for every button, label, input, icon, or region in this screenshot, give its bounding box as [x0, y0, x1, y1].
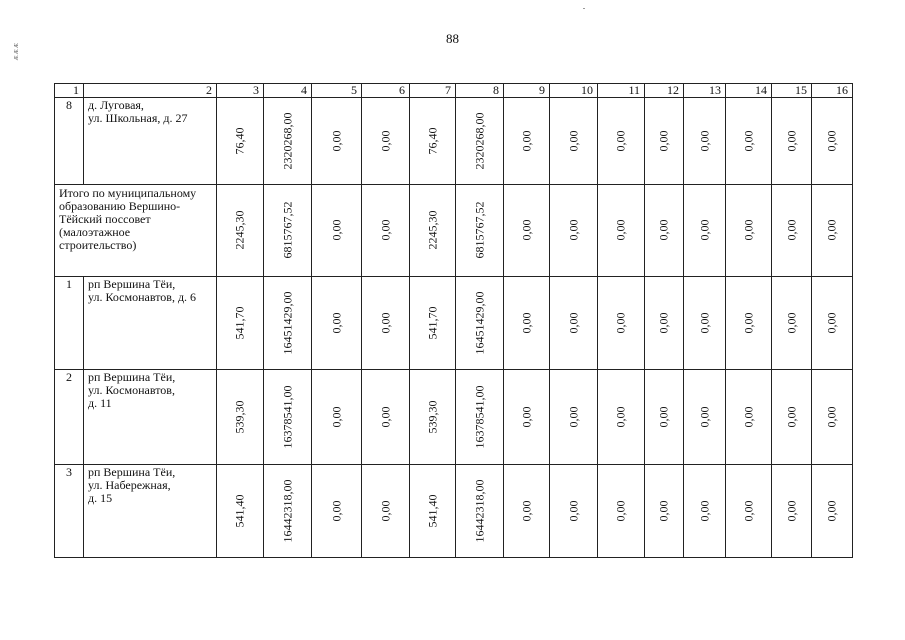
value-text: 0,00 [824, 130, 839, 152]
value-cell [645, 370, 684, 464]
value-text: 0,00 [519, 312, 533, 334]
value-cell [645, 98, 684, 184]
header-cell: 9 [504, 84, 550, 98]
value-text: 0,00 [741, 500, 755, 522]
value-cell [684, 276, 726, 369]
cell-line: (малоэтажное [59, 224, 131, 239]
value-text: 0,00 [566, 500, 580, 522]
header-cell: 4 [264, 84, 312, 98]
value-cell [504, 98, 550, 184]
value-cell [645, 184, 684, 276]
address-cell [84, 98, 217, 184]
value-cell [550, 184, 598, 276]
value-text: 539,30 [425, 400, 439, 434]
value-cell [312, 276, 362, 369]
header-cell: 2 [84, 84, 217, 98]
value-cell [410, 276, 456, 369]
header-cell: 16 [812, 84, 853, 98]
value-text: 0,00 [519, 406, 533, 428]
value-cell [362, 276, 410, 369]
value-cell [264, 276, 312, 369]
value-text: 0,00 [566, 130, 580, 152]
value-text: 76,40 [425, 127, 439, 155]
value-text: 0,00 [329, 406, 343, 428]
value-text: 0,00 [613, 130, 628, 152]
value-text: 0,00 [566, 312, 580, 334]
value-text: 0,00 [656, 312, 671, 334]
value-cell [264, 184, 312, 276]
value-cell [410, 98, 456, 184]
value-cell [645, 276, 684, 369]
value-cell [598, 276, 645, 369]
value-cell [504, 370, 550, 464]
value-text: 6815767,52 [472, 201, 486, 259]
value-cell [726, 276, 772, 369]
value-cell [550, 276, 598, 369]
address-cell [84, 464, 217, 557]
value-text: 0,00 [656, 406, 671, 428]
value-text: 0,00 [784, 130, 798, 152]
value-cell [456, 98, 504, 184]
value-cell [684, 184, 726, 276]
value-cell [812, 370, 853, 464]
cell-line: ул. Космонавтов, д. 6 [88, 289, 197, 304]
header-cell: 1 [55, 84, 84, 98]
header-cell: 5 [312, 84, 362, 98]
value-cell [504, 464, 550, 557]
value-text: 0,00 [378, 312, 392, 334]
value-text: 541,70 [232, 306, 247, 340]
value-text: 76,40 [232, 127, 247, 155]
cell-line: Тёйский поссовет [59, 211, 151, 226]
value-cell [772, 184, 812, 276]
header-cell: 11 [598, 84, 645, 98]
value-cell [410, 370, 456, 464]
value-text: 16451429,00 [280, 291, 294, 355]
value-text: 0,00 [784, 500, 798, 522]
page-number: 88 [446, 31, 459, 46]
value-text: 0,00 [697, 130, 711, 152]
value-text: 0,00 [519, 130, 533, 152]
value-cell [362, 98, 410, 184]
value-cell [812, 276, 853, 369]
value-text: 0,00 [566, 219, 580, 241]
value-text: 2320268,00 [280, 112, 294, 170]
value-cell [598, 370, 645, 464]
value-cell [772, 276, 812, 369]
cell-line: д. Луговая, [88, 98, 144, 113]
table-row [55, 464, 853, 557]
value-text: 0,00 [519, 500, 533, 522]
value-cell [598, 98, 645, 184]
value-cell [312, 184, 362, 276]
value-text: 0,00 [741, 219, 755, 241]
row-number-cell: 1 [55, 276, 84, 369]
value-cell [550, 464, 598, 557]
row-number-cell: 8 [55, 98, 84, 184]
value-text: 0,00 [613, 500, 628, 522]
value-text: 0,00 [784, 312, 798, 334]
value-text: 0,00 [656, 219, 671, 241]
value-text: 0,00 [656, 500, 671, 522]
value-text: 0,00 [378, 219, 392, 241]
value-text: 6815767,52 [280, 201, 294, 259]
value-text: 0,00 [566, 406, 580, 428]
value-text: 0,00 [378, 406, 392, 428]
value-cell [726, 98, 772, 184]
value-cell [264, 370, 312, 464]
value-text: 0,00 [824, 219, 839, 241]
value-cell [217, 184, 264, 276]
cell-line: образованию Вершино- [59, 198, 181, 213]
header-cell: 6 [362, 84, 410, 98]
value-cell [684, 98, 726, 184]
value-text: 16378541,00 [472, 385, 486, 449]
value-text: 16378541,00 [280, 385, 294, 449]
value-cell [362, 370, 410, 464]
value-cell [312, 464, 362, 557]
value-text: 0,00 [329, 130, 343, 152]
value-cell [726, 184, 772, 276]
table-row [55, 184, 853, 276]
cell-line: рп Вершина Тёи, [88, 464, 176, 479]
value-text: 0,00 [378, 130, 392, 152]
table-header-row [55, 84, 853, 98]
value-text: 0,00 [697, 406, 711, 428]
value-text: 541,40 [232, 494, 247, 528]
value-text: 0,00 [697, 500, 711, 522]
value-text: 2320268,00 [472, 112, 486, 170]
value-text: 0,00 [824, 312, 839, 334]
cell-line: д. 11 [88, 396, 112, 411]
value-text: 0,00 [329, 219, 343, 241]
value-text: 0,00 [784, 219, 798, 241]
value-cell [598, 184, 645, 276]
value-cell [312, 98, 362, 184]
value-text: 2245,30 [232, 210, 247, 250]
value-text: 0,00 [613, 312, 628, 334]
value-cell [312, 370, 362, 464]
value-cell [772, 98, 812, 184]
value-text: 16451429,00 [472, 291, 486, 355]
value-cell [456, 276, 504, 369]
value-text: 0,00 [741, 312, 755, 334]
value-text: 0,00 [656, 130, 671, 152]
table-row [55, 98, 853, 184]
cell-line: Итого по муниципальному [59, 185, 197, 200]
value-cell [217, 276, 264, 369]
data-table [54, 83, 853, 558]
margin-stamp: ᴁᴁᴁ [11, 42, 20, 61]
header-cell: 14 [726, 84, 772, 98]
cell-line: ул. Набережная, [88, 477, 171, 492]
value-text: 16442318,00 [472, 479, 486, 543]
header-cell: 3 [217, 84, 264, 98]
value-text: 0,00 [613, 219, 628, 241]
row-number-cell: 2 [55, 370, 84, 464]
value-cell [410, 184, 456, 276]
value-cell [726, 464, 772, 557]
value-cell [726, 370, 772, 464]
value-cell [504, 276, 550, 369]
header-cell: 13 [684, 84, 726, 98]
address-cell [84, 276, 217, 369]
value-text: 16442318,00 [280, 479, 294, 543]
value-text: 539,30 [232, 400, 247, 434]
cell-line: ул. Школьная, д. 27 [88, 111, 188, 126]
header-cell: 7 [410, 84, 456, 98]
row-number-cell: 3 [55, 464, 84, 557]
total-label-cell [55, 184, 217, 276]
value-text: 0,00 [824, 500, 839, 522]
value-text: 0,00 [697, 219, 711, 241]
value-cell [504, 184, 550, 276]
value-text: 0,00 [378, 500, 392, 522]
value-cell [410, 464, 456, 557]
cell-line: рп Вершина Тёи, [88, 370, 176, 385]
value-cell [217, 464, 264, 557]
cell-line: рп Вершина Тёи, [88, 276, 176, 291]
value-cell [812, 184, 853, 276]
value-cell [456, 464, 504, 557]
value-text: 0,00 [329, 312, 343, 334]
table-row [55, 276, 853, 369]
table-row [55, 370, 853, 464]
header-cell: 15 [772, 84, 812, 98]
value-text: 0,00 [741, 406, 755, 428]
value-cell [598, 464, 645, 557]
value-text: 0,00 [741, 130, 755, 152]
value-text: 0,00 [697, 312, 711, 334]
value-text: 2245,30 [425, 210, 439, 250]
value-cell [684, 464, 726, 557]
value-cell [645, 464, 684, 557]
cell-line: строительство) [59, 237, 137, 252]
value-cell [684, 370, 726, 464]
cell-line: ул. Космонавтов, [88, 383, 175, 398]
value-cell [772, 370, 812, 464]
value-text: 0,00 [519, 219, 533, 241]
value-text: 0,00 [824, 406, 839, 428]
value-cell [264, 464, 312, 557]
value-cell [550, 370, 598, 464]
value-text: 0,00 [784, 406, 798, 428]
value-cell [264, 98, 312, 184]
address-cell [84, 370, 217, 464]
value-text: 541,40 [425, 494, 439, 528]
value-cell [362, 184, 410, 276]
value-cell [772, 464, 812, 557]
scan-speck [583, 8, 585, 9]
value-cell [217, 98, 264, 184]
value-cell [550, 98, 598, 184]
value-text: 541,70 [425, 306, 439, 340]
header-cell: 10 [550, 84, 598, 98]
header-cell: 8 [456, 84, 504, 98]
value-cell [362, 464, 410, 557]
value-cell [812, 464, 853, 557]
value-text: 0,00 [613, 406, 628, 428]
value-cell [217, 370, 264, 464]
header-cell: 12 [645, 84, 684, 98]
cell-line: д. 15 [88, 490, 113, 505]
value-text: 0,00 [329, 500, 343, 522]
value-cell [812, 98, 853, 184]
value-cell [456, 184, 504, 276]
value-cell [456, 370, 504, 464]
